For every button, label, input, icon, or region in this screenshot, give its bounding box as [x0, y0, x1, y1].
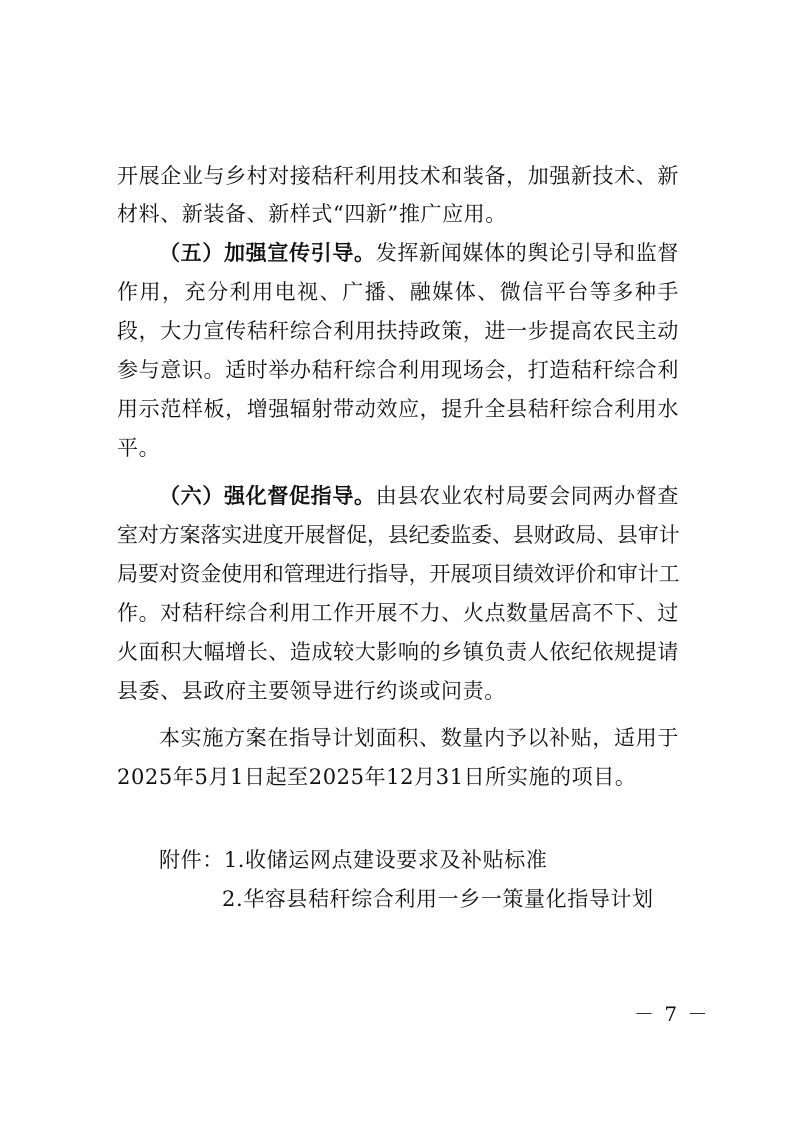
paragraph-1-line-2: 材料、新装备、新样式“四新”推广应用。: [117, 202, 507, 226]
paragraph-2-line-1-text: 发挥新闻媒体的舆论引导和监督: [375, 241, 680, 265]
paragraph-2-line-2: 作用，充分利用电视、广播、融媒体、微信平台等多种手: [117, 280, 679, 304]
paragraph-2-line-5: 用示范样板，增强辐射带动效应，提升全县秸秆综合利用水: [117, 397, 679, 421]
paragraph-2-line-3: 段，大力宣传秸秆综合利用扶持政策，进一步提高农民主动: [117, 319, 679, 343]
paragraph-2-line-1: [159, 238, 679, 268]
paragraph-3-line-2: 室对方案落实进度开展督促，县纪委监委、县财政局、县审计: [117, 523, 679, 547]
section-heading-5: （五）加强宣传引导。: [159, 241, 376, 265]
paragraph-3-line-1-text: 由县农业农村局要会同两办督查: [375, 484, 680, 508]
paragraph-2-line-6: 平。: [117, 436, 161, 460]
attachments-line-1: [159, 845, 679, 875]
attachments-label: 附件：: [159, 848, 224, 872]
paragraph-3-line-6: 县委、县政府主要领导进行约谈或问责。: [117, 679, 506, 703]
attachment-item-1: 1.收储运网点建设要求及补贴标准: [223, 848, 548, 872]
paragraph-3-line-4: 作。对秸秆综合利用工作开展不力、火点数量居高不下、过: [117, 601, 679, 625]
section-heading-6: （六）强化督促指导。: [159, 484, 376, 508]
paragraph-1-line-1: 开展企业与乡村对接秸秆利用技术和装备，加强新技术、新: [117, 164, 679, 188]
paragraph-4-line-2: 2025年5月1日起至2025年12月31日所实施的项目。: [117, 765, 637, 789]
paragraph-3-line-5: 火面积大幅增长、造成较大影响的乡镇负责人依纪依规提请: [117, 640, 679, 664]
paragraph-3-line-1: [159, 481, 679, 511]
paragraph-3-line-3: 局要对资金使用和管理进行指导，开展项目绩效评价和审计工: [117, 562, 679, 586]
paragraph-2-line-4: 参与意识。适时举办秸秆综合利用现场会，打造秸秆综合利: [117, 358, 679, 382]
attachment-item-2: 2.华容县秸秆综合利用一乡一策量化指导计划: [222, 887, 654, 911]
paragraph-4-line-1: 本实施方案在指导计划面积、数量内予以补贴，适用于: [159, 726, 679, 750]
page-number: － 7 －: [634, 1002, 710, 1026]
